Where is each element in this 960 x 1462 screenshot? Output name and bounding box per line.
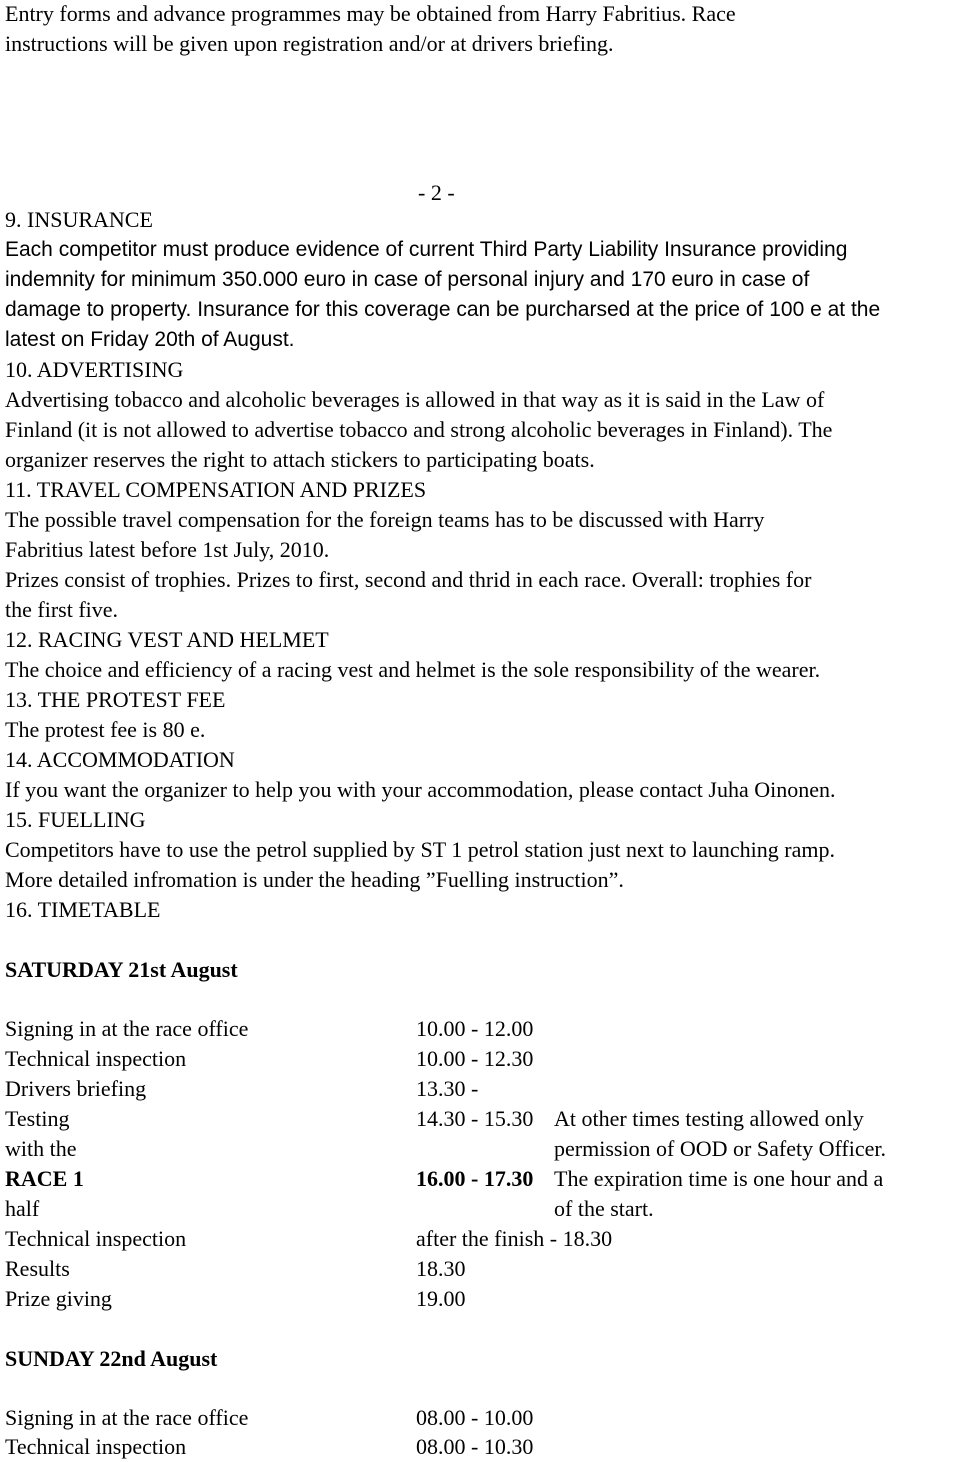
advertising-line-1: Advertising tobacco and alcoholic beverages is allowed in that way as it is said in the Law of — [5, 387, 825, 412]
advertising-line-2: Finland (it is not allowed to advertise tobacco and strong alcoholic beverages in Finland). The — [5, 417, 833, 442]
timetable-row-time: 08.00 - 10.00 — [416, 1405, 534, 1430]
section-heading-travel: 11. TRAVEL COMPENSATION AND PRIZES — [5, 477, 427, 502]
timetable-row-note: permission of OOD or Safety Officer. — [554, 1136, 886, 1161]
saturday-heading: SATURDAY 21st August — [5, 957, 238, 982]
timetable-row-label: Technical inspection — [5, 1226, 187, 1251]
timetable-row-label: Prize giving — [5, 1286, 112, 1311]
timetable-row-label: with the — [5, 1136, 77, 1161]
timetable-row-time: 16.00 - 17.30 — [416, 1166, 534, 1191]
intro-line-1: Entry forms and advance programmes may be obtained from Harry Fabritius. Race — [5, 1, 736, 26]
section-heading-fuelling: 15. FUELLING — [5, 807, 146, 832]
timetable-row-time: 19.00 — [416, 1286, 466, 1311]
timetable-row-time: 10.00 - 12.30 — [416, 1046, 534, 1071]
insurance-line-2: indemnity for minimum 350.000 euro in case of personal injury and 170 euro in case of — [5, 268, 810, 291]
section-heading-vest: 12. RACING VEST AND HELMET — [5, 627, 329, 652]
timetable-row-label: Technical inspection — [5, 1434, 187, 1459]
timetable-row-label: Testing — [5, 1106, 70, 1131]
timetable-row-time: 10.00 - 12.00 — [416, 1016, 534, 1041]
section-heading-accommodation: 14. ACCOMMODATION — [5, 747, 235, 772]
section-heading-timetable: 16. TIMETABLE — [5, 897, 161, 922]
timetable-row-time: 18.30 — [416, 1256, 466, 1281]
fuelling-line-1: Competitors have to use the petrol supplied by ST 1 petrol station just next to launching ramp. — [5, 837, 835, 862]
timetable-row-time: after the finish - 18.30 — [416, 1226, 613, 1251]
accommodation-line-1: If you want the organizer to help you with your accommodation, please contact Juha Oinonen. — [5, 777, 836, 802]
page-number: - 2 - — [418, 180, 455, 205]
timetable-row-label: Drivers briefing — [5, 1076, 147, 1101]
fuelling-line-2: More detailed infromation is under the heading ”Fuelling instruction”. — [5, 867, 624, 892]
timetable-row-label: Results — [5, 1256, 70, 1281]
insurance-line-4: latest on Friday 20th of August. — [5, 328, 295, 351]
timetable-row-note: The expiration time is one hour and a — [554, 1166, 884, 1191]
timetable-row-label: RACE 1 — [5, 1166, 84, 1191]
timetable-row-time: 13.30 - — [416, 1076, 479, 1101]
intro-line-2: instructions will be given upon registration and/or at drivers briefing. — [5, 31, 614, 56]
timetable-row-note: of the start. — [554, 1196, 654, 1221]
advertising-line-3: organizer reserves the right to attach stickers to participating boats. — [5, 447, 595, 472]
section-heading-protest: 13. THE PROTEST FEE — [5, 687, 226, 712]
insurance-line-1: Each competitor must produce evidence of current Third Party Liability Insurance providing — [5, 238, 848, 261]
timetable-row-time: 14.30 - 15.30 — [416, 1106, 534, 1131]
timetable-row-label: Technical inspection — [5, 1046, 187, 1071]
sunday-heading: SUNDAY 22nd August — [5, 1346, 218, 1371]
vest-line-1: The choice and efficiency of a racing vest and helmet is the sole responsibility of the wearer. — [5, 657, 821, 682]
section-heading-advertising: 10. ADVERTISING — [5, 357, 184, 382]
section-heading-insurance: 9. INSURANCE — [5, 207, 153, 232]
timetable-row-time: 08.00 - 10.30 — [416, 1434, 534, 1459]
travel-line-4: the first five. — [5, 597, 119, 622]
timetable-row-label: Signing in at the race office — [5, 1405, 249, 1430]
insurance-line-3: damage to property. Insurance for this coverage can be purcharsed at the price of 100 e at the — [5, 298, 881, 321]
timetable-row-label: half — [5, 1196, 40, 1221]
travel-line-2: Fabritius latest before 1st July, 2010. — [5, 537, 330, 562]
timetable-row-label: Signing in at the race office — [5, 1016, 249, 1041]
travel-line-3: Prizes consist of trophies. Prizes to first, second and thrid in each race. Overall: trophies for — [5, 567, 812, 592]
timetable-row-note: At other times testing allowed only — [554, 1106, 864, 1131]
protest-line-1: The protest fee is 80 e. — [5, 717, 206, 742]
travel-line-1: The possible travel compensation for the foreign teams has to be discussed with Harry — [5, 507, 765, 532]
